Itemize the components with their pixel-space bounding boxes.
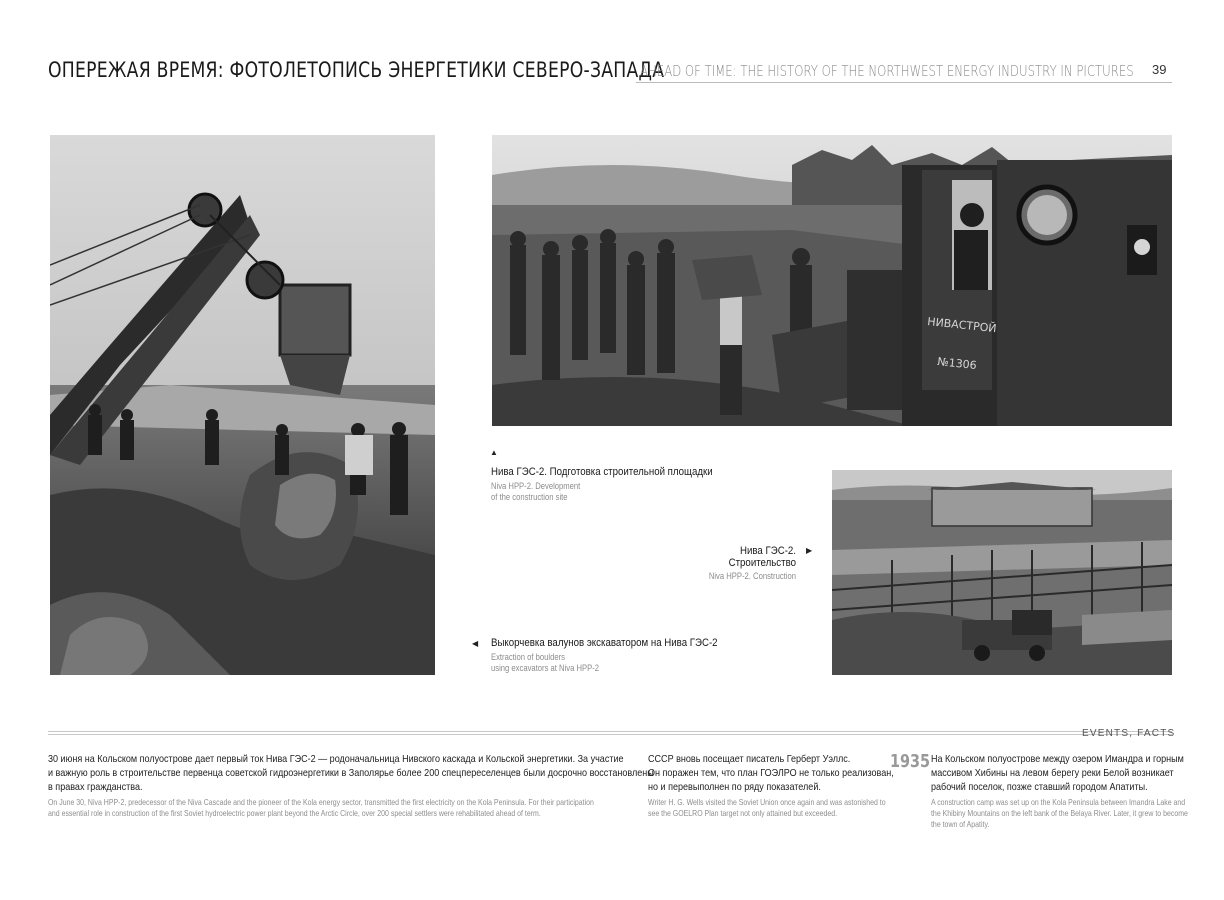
title-underline: [636, 82, 1172, 83]
excavator-photo: [50, 135, 435, 675]
events-rule-bottom: [48, 734, 1172, 735]
col3-ru-3: рабочий поселок, позже ставший городом Апатиты.: [931, 781, 1148, 793]
arrow-right-icon: ▶: [806, 546, 813, 555]
locomotive-lettering: НИВАСТРОЙ: [926, 315, 998, 336]
construction-caption-ru-1: Нива ГЭС-2.: [739, 545, 796, 557]
col3-ru-2: массивом Хибины на левом берегу реки Белой возникает: [931, 767, 1174, 779]
col1-en-1: On June 30, Niva HPP-2, predecessor of the Niva Cascade and the pioneer of the Kola energy sector, transmitted the first electricity on the Kola Peninsula. For their participation: [48, 797, 594, 807]
col2-ru-2: Он поражен тем, что план ГОЭЛРО не только реализован,: [648, 767, 894, 779]
construction-caption-en: Niva HPP-2. Construction: [708, 571, 796, 581]
events-column-2: [648, 752, 894, 819]
construction-caption: [640, 545, 796, 582]
excavator-caption: [491, 637, 748, 674]
event-year: 1935: [890, 751, 931, 772]
col3-en-2: the Khibiny Mountains on the left bank of the Belaya River. Later, it grew to become: [931, 808, 1188, 818]
col3-ru-1: На Кольском полуострове между озером Имандра и горным: [931, 753, 1184, 765]
col1-ru-3: в правах гражданства.: [48, 781, 143, 793]
construction-site-photo: [492, 135, 1172, 426]
arrow-up-icon: ▲: [490, 448, 498, 457]
arrow-left-icon: ◀: [472, 639, 479, 648]
events-column-1: [48, 752, 654, 819]
construction-photo: [832, 470, 1172, 675]
col1-en-2: and essential role in construction of the first Soviet hydroelectric power plant beyond the Arctic Circle, over 200 special settlers were rehabilitated ahead of term.: [48, 808, 541, 818]
col2-en-1: Writer H. G. Wells visited the Soviet Union once again and was astonished to: [648, 797, 886, 807]
excavator-caption-en-2: using excavators at Niva HPP-2: [491, 663, 600, 673]
col2-ru-3: но и перевыполнен по ряду показателей.: [648, 781, 821, 793]
col2-en-2: see the GOELRO Plan target not only attained but exceeded.: [648, 808, 838, 818]
page-title-en: AHEAD OF TIME: THE HISTORY OF THE NORTHWEST ENERGY INDUSTRY IN PICTURES: [640, 62, 1134, 80]
page-title-ru: ОПЕРЕЖАЯ ВРЕМЯ: ФОТОЛЕТОПИСЬ ЭНЕРГЕТИКИ СЕВЕРО-ЗАПАДА: [48, 58, 665, 82]
col1-ru-2: и важную роль в строительстве первенца советской гидроэнергетики в Заполярье более 200 спецпереселенцев были досрочно восстановлены: [48, 767, 654, 779]
col3-en-3: the town of Apatity.: [931, 819, 990, 829]
events-rule-top: [48, 731, 1172, 732]
locomotive-number: №1306: [936, 355, 978, 373]
site-caption: [491, 466, 743, 503]
events-column-3: [931, 752, 1188, 830]
site-caption-en-2: of the construction site: [491, 492, 568, 502]
site-caption-ru: Нива ГЭС-2. Подготовка строительной площадки: [491, 466, 713, 478]
col2-ru-1: СССР вновь посещает писатель Герберт Уэллс.: [648, 753, 851, 765]
col3-en-1: A construction camp was set up on the Kola Peninsula between Imandra Lake and: [931, 797, 1186, 807]
excavator-caption-ru: Выкорчевка валунов экскаватором на Нива ГЭС-2: [491, 637, 718, 649]
events-label: EVENTS, FACTS: [1082, 728, 1176, 739]
construction-caption-ru-2: Строительство: [728, 557, 796, 569]
col1-ru-1: 30 июня на Кольском полуострове дает первый ток Нива ГЭС-2 — родоначальница Нивского каскада и Кольской энергетики. За участие: [48, 753, 624, 765]
page-number: 39: [1152, 62, 1167, 77]
excavator-caption-en-1: Extraction of boulders: [491, 652, 565, 662]
site-caption-en-1: Niva HPP-2. Development: [491, 481, 581, 491]
